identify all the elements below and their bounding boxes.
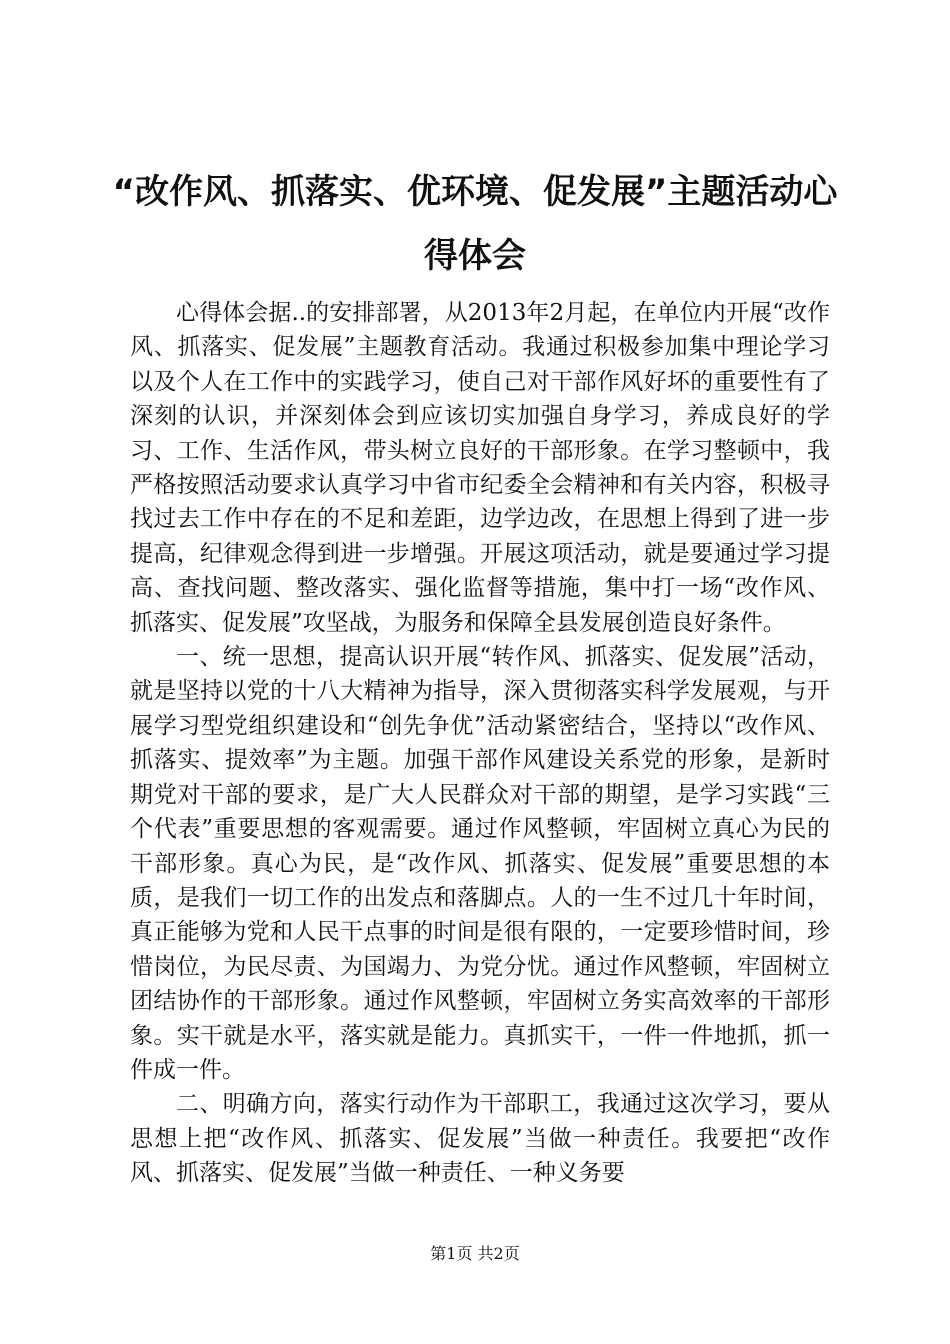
paragraph-section-two: 二、明确方向，落实行动作为干部职工，我通过这次学习，要从思想上把“改作风、抓落实、促发展”当做一种责任。我要把“改作风、抓落实、促发展”当做一种责任、一种义务要 xyxy=(130,1091,830,1187)
document-body xyxy=(130,296,830,1191)
page-number-footer: 第1页 共2页 xyxy=(430,1244,520,1263)
paragraph-section-one: 一、统一思想，提高认识开展“转作风、抓落实、促发展”活动，就是坚持以党的十八大精神为指导，深入贯彻落实科学发展观，与开展学习型党组织建设和“创先争优”活动紧密结合，坚持以“改作风、抓落实、提效率”为主题。加强干部作风建设关系党的形象，是新时期党对干部的要求，是广大人民群众对干部的期望，是学习实践“三个代表”重要思想的客观需要。通过作风整顿，牢固树立真心为民的干部形象。真心为民，是“改作风、抓落实、促发展”重要思想的本质，是我们一切工作的出发点和落脚点。人的一生不过几十年时间，真正能够为党和人民干点事的时间是很有限的，一定要珍惜时间，珍惜岗位，为民尽责、为国竭力、为党分忧。通过作风整顿，牢固树立团结协作的干部形象。通过作风整顿，牢固树立务实高效率的干部形象。实干就是水平，落实就是能力。真抓实干，一件一件地抓，抓一件成一件。 xyxy=(130,644,830,1083)
paragraph-intro: 心得体会据..的安排部署，从2013年2月起，在单位内开展“改作风、抓落实、促发展”主题教育活动。我通过积极参加集中理论学习以及个人在工作中的实践学习，使自己对干部作风好坏的重要性有了深刻的认识，并深刻体会到应该切实加强自身学习，养成良好的学习、工作、生活作风，带头树立良好的干部形象。在学习整顿中，我严格按照活动要求认真学习中省市纪委全会精神和有关内容，积极寻找过去工作中存在的不足和差距，边学边改，在思想上得到了进一步提高，纪律观念得到进一步增强。开展这项活动，就是要通过学习提高、查找问题、整改落实、强化监督等措施，集中打一场“改作风、抓落实、促发展”攻坚战，为服务和保障全县发展创造良好条件。 xyxy=(130,300,830,636)
document-title: “改作风、抓落实、优环境、促发展”主题活动心得体会 xyxy=(112,172,838,276)
